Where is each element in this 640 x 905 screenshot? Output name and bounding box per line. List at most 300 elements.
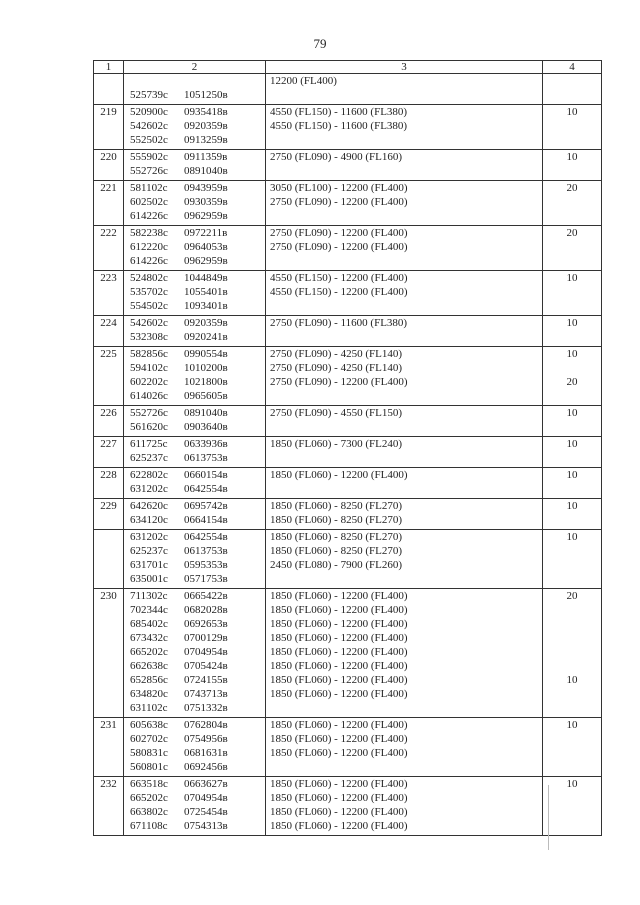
- altitude-range: 1850 (FL060) - 12200 (FL400): [270, 674, 408, 686]
- altitude-range: 1850 (FL060) - 12200 (FL400): [270, 660, 408, 672]
- latitude: 711302с: [130, 590, 168, 602]
- altitude-range: 12200 (FL400): [270, 75, 337, 87]
- longitude: 0935418в: [184, 106, 228, 118]
- coordinate-pair: [130, 645, 265, 659]
- latitude: 634820с: [130, 688, 168, 700]
- value-cell: [543, 347, 602, 406]
- longitude: 0700129в: [184, 632, 228, 644]
- page-number: 79: [313, 36, 327, 51]
- longitude: 0692653в: [184, 618, 228, 630]
- value: [543, 558, 601, 572]
- latitude: 524802с: [130, 272, 168, 284]
- value: [543, 760, 601, 774]
- altitude-range-cell: [266, 530, 543, 589]
- altitude-range: 2450 (FL080) - 7900 (FL260): [270, 559, 402, 571]
- altitude-range: 2750 (FL090) - 4550 (FL150): [270, 407, 402, 419]
- altitude-range: 4550 (FL150) - 11600 (FL380): [270, 120, 408, 132]
- latitude: 542602с: [130, 317, 168, 329]
- value: [543, 164, 601, 178]
- longitude: 1055401в: [184, 286, 228, 298]
- value: [543, 805, 601, 819]
- row-number-text: 220: [100, 151, 117, 163]
- coordinate-pair: [130, 299, 265, 313]
- column-header: 4: [543, 61, 602, 74]
- latitude: 535702с: [130, 286, 168, 298]
- longitude: 0681631в: [184, 747, 228, 759]
- coordinate-pair: [130, 544, 265, 558]
- coordinate-pair: [130, 105, 265, 119]
- latitude: 581102с: [130, 182, 168, 194]
- longitude: 0920359в: [184, 317, 228, 329]
- value-cell: [543, 437, 602, 468]
- value-cell: [543, 589, 602, 718]
- longitude: 0913259в: [184, 134, 228, 146]
- coordinate-pair: [130, 254, 265, 268]
- value: [543, 659, 601, 673]
- coordinate-pair: [130, 589, 265, 603]
- table-row: [94, 406, 602, 437]
- row-number-text: 225: [100, 348, 117, 360]
- coordinate-pair: [130, 805, 265, 819]
- coordinate-pair: [130, 746, 265, 760]
- longitude: 0633936в: [184, 438, 228, 450]
- longitude: 0962959в: [184, 210, 228, 222]
- longitude: 0571753в: [184, 573, 228, 585]
- value-cell: [543, 718, 602, 777]
- coordinates-cell: [124, 777, 266, 836]
- altitude-range: 4550 (FL150) - 12200 (FL400): [270, 272, 408, 284]
- longitude: 0725454в: [184, 806, 228, 818]
- latitude: 662638с: [130, 660, 168, 672]
- latitude: 631202с: [130, 483, 168, 495]
- value-cell: [543, 105, 602, 150]
- value-cell: [543, 468, 602, 499]
- value: 10: [566, 778, 578, 790]
- value: [543, 209, 601, 223]
- altitude-range-cell: [266, 105, 543, 150]
- latitude: 614026с: [130, 390, 168, 402]
- value: [543, 617, 601, 631]
- value: [543, 285, 601, 299]
- longitude: 0663627в: [184, 778, 228, 790]
- longitude: 0613753в: [184, 452, 228, 464]
- column-header: 3: [266, 61, 543, 74]
- value: [543, 791, 601, 805]
- row-number: [94, 530, 124, 589]
- altitude-range-cell: [266, 499, 543, 530]
- coordinate-pair: [130, 687, 265, 701]
- latitude: 614226с: [130, 210, 168, 222]
- altitude-range-cell: [266, 718, 543, 777]
- coordinates-cell: [124, 181, 266, 226]
- latitude: 552726с: [130, 165, 168, 177]
- coordinate-pair: [130, 330, 265, 344]
- table-row: [94, 105, 602, 150]
- latitude: 634120с: [130, 514, 168, 526]
- longitude: 0751332в: [184, 702, 228, 714]
- longitude: 0891040в: [184, 407, 228, 419]
- latitude: 663518с: [130, 778, 168, 790]
- value: 10: [566, 469, 578, 481]
- row-number: [94, 271, 124, 316]
- altitude-range: [270, 760, 542, 774]
- coordinate-pair: [130, 226, 265, 240]
- longitude: 0665422в: [184, 590, 228, 602]
- altitude-range: [270, 88, 542, 102]
- longitude: 0754956в: [184, 733, 228, 745]
- value: [543, 544, 601, 558]
- table-row: [94, 347, 602, 406]
- longitude: 0724155в: [184, 674, 228, 686]
- table-row: [94, 226, 602, 271]
- altitude-range: 3050 (FL100) - 12200 (FL400): [270, 182, 408, 194]
- row-number-text: 231: [100, 719, 117, 731]
- coordinate-pair: [130, 718, 265, 732]
- coordinates-cell: [124, 226, 266, 271]
- coordinate-pair: [130, 617, 265, 631]
- altitude-range: 2750 (FL090) - 4250 (FL140): [270, 348, 402, 360]
- altitude-range-cell: [266, 181, 543, 226]
- latitude: 685402с: [130, 618, 168, 630]
- coordinate-pair: [130, 482, 265, 496]
- altitude-range-cell: [266, 347, 543, 406]
- coordinates-cell: [124, 589, 266, 718]
- value: 20: [566, 227, 578, 239]
- altitude-range: [270, 701, 542, 715]
- latitude: 625237с: [130, 545, 168, 557]
- row-number-text: 223: [100, 272, 117, 284]
- table-row: [94, 530, 602, 589]
- value-cell: [543, 74, 602, 105]
- value: [543, 513, 601, 527]
- altitude-range: 1850 (FL060) - 8250 (FL270): [270, 531, 402, 543]
- value: [543, 240, 601, 254]
- value: 10: [566, 272, 578, 284]
- latitude: 520900с: [130, 106, 168, 118]
- row-number: [94, 150, 124, 181]
- latitude: 702344с: [130, 604, 168, 616]
- latitude: 663802с: [130, 806, 168, 818]
- coordinate-pair: [130, 420, 265, 434]
- altitude-range: [270, 451, 542, 465]
- longitude: 0972211в: [184, 227, 228, 239]
- row-number: [94, 499, 124, 530]
- latitude: 665202с: [130, 646, 168, 658]
- coordinate-pair: [130, 88, 265, 102]
- latitude: 614226с: [130, 255, 168, 267]
- coordinate-pair: [130, 468, 265, 482]
- altitude-range: [270, 254, 542, 268]
- longitude: 1093401в: [184, 300, 228, 312]
- altitude-range: 4550 (FL150) - 11600 (FL380): [270, 106, 408, 118]
- longitude: 0943959в: [184, 182, 228, 194]
- longitude: 0911359в: [184, 151, 228, 163]
- value: 10: [566, 106, 578, 118]
- value: [543, 420, 601, 434]
- table-row: [94, 777, 602, 836]
- coordinate-pair: [130, 732, 265, 746]
- coordinates-cell: [124, 271, 266, 316]
- value: [543, 819, 601, 833]
- coordinates-cell: [124, 347, 266, 406]
- altitude-range-cell: [266, 589, 543, 718]
- coordinate-pair: [130, 572, 265, 586]
- latitude: 631202с: [130, 531, 168, 543]
- row-number: [94, 316, 124, 347]
- altitude-range: 1850 (FL060) - 12200 (FL400): [270, 747, 408, 759]
- coordinate-pair: [130, 389, 265, 403]
- coordinate-pair: [130, 530, 265, 544]
- row-number: [94, 226, 124, 271]
- latitude: 602502с: [130, 196, 168, 208]
- value: [543, 133, 601, 147]
- latitude: 612220с: [130, 241, 168, 253]
- coordinate-pair: [130, 819, 265, 833]
- latitude: 652856с: [130, 674, 168, 686]
- row-number-text: [94, 74, 123, 88]
- longitude: 0660154в: [184, 469, 228, 481]
- altitude-range: [270, 420, 542, 434]
- longitude: 0595353в: [184, 559, 228, 571]
- row-number-text: 232: [100, 778, 117, 790]
- value: 10: [566, 407, 578, 419]
- altitude-range: 1850 (FL060) - 8250 (FL270): [270, 500, 402, 512]
- value: [543, 482, 601, 496]
- row-number-text: 227: [100, 438, 117, 450]
- altitude-range: [270, 299, 542, 313]
- row-number-text: 219: [100, 106, 117, 118]
- coordinate-pair: [130, 499, 265, 513]
- longitude: 0642554в: [184, 483, 228, 495]
- latitude: 605638с: [130, 719, 168, 731]
- altitude-range: 1850 (FL060) - 12200 (FL400): [270, 590, 408, 602]
- longitude: 1044849в: [184, 272, 228, 284]
- row-number-text: 226: [100, 407, 117, 419]
- altitude-range: 1850 (FL060) - 12200 (FL400): [270, 719, 408, 731]
- altitude-range-cell: [266, 406, 543, 437]
- table-row: [94, 499, 602, 530]
- coordinate-pair: [130, 406, 265, 420]
- altitude-range: 2750 (FL090) - 12200 (FL400): [270, 227, 408, 239]
- altitude-range-cell: [266, 316, 543, 347]
- scan-mark: [548, 785, 549, 850]
- altitude-range: 2750 (FL090) - 12200 (FL400): [270, 241, 408, 253]
- row-number: [94, 406, 124, 437]
- longitude: 1051250в: [184, 89, 228, 101]
- value: [543, 572, 601, 586]
- longitude: 0903640в: [184, 421, 228, 433]
- value: [543, 746, 601, 760]
- latitude: 525739с: [130, 89, 168, 101]
- value: [543, 195, 601, 209]
- table-row: [94, 150, 602, 181]
- longitude: 0664154в: [184, 514, 228, 526]
- latitude: 532308с: [130, 331, 168, 343]
- altitude-range-cell: [266, 271, 543, 316]
- value-cell: [543, 150, 602, 181]
- value-cell: [543, 316, 602, 347]
- header-row: [94, 61, 602, 74]
- coordinate-pair: [130, 760, 265, 774]
- value: [543, 254, 601, 268]
- latitude: 673432с: [130, 632, 168, 644]
- row-number-text: 222: [100, 227, 117, 239]
- altitude-range-cell: [266, 777, 543, 836]
- latitude: 552502с: [130, 134, 168, 146]
- coordinate-pair: [130, 119, 265, 133]
- coordinates-cell: [124, 406, 266, 437]
- altitude-range: [270, 389, 542, 403]
- coordinate-pair: [130, 285, 265, 299]
- coordinate-pair: [130, 195, 265, 209]
- coordinate-pair: [130, 181, 265, 195]
- longitude: 0743713в: [184, 688, 228, 700]
- longitude: 0754313в: [184, 820, 228, 832]
- longitude: 0965605в: [184, 390, 228, 402]
- altitude-range: 1850 (FL060) - 12200 (FL400): [270, 469, 408, 481]
- row-number: [94, 468, 124, 499]
- longitude: 0682028в: [184, 604, 228, 616]
- latitude: 580831с: [130, 747, 168, 759]
- table-row: [94, 437, 602, 468]
- altitude-range: 1850 (FL060) - 12200 (FL400): [270, 792, 408, 804]
- table-row: [94, 181, 602, 226]
- altitude-range-cell: [266, 150, 543, 181]
- latitude: 625237с: [130, 452, 168, 464]
- value: [543, 88, 601, 102]
- value-cell: [543, 181, 602, 226]
- longitude: 0705424в: [184, 660, 228, 672]
- value-cell: [543, 499, 602, 530]
- altitude-range: [270, 133, 542, 147]
- altitude-range: [270, 164, 542, 178]
- altitude-range: [270, 572, 542, 586]
- altitude-range-cell: [266, 226, 543, 271]
- table-row: [94, 316, 602, 347]
- latitude: 622802с: [130, 469, 168, 481]
- latitude: 552726с: [130, 407, 168, 419]
- latitude: 611725с: [130, 438, 168, 450]
- row-number-text: 228: [100, 469, 117, 481]
- altitude-range: 1850 (FL060) - 12200 (FL400): [270, 733, 408, 745]
- longitude: 0920241в: [184, 331, 228, 343]
- row-number-text: 230: [100, 590, 117, 602]
- row-number: [94, 589, 124, 718]
- value: 10: [566, 500, 578, 512]
- altitude-range: 1850 (FL060) - 12200 (FL400): [270, 688, 408, 700]
- longitude: 1010200в: [184, 362, 228, 374]
- value-cell: [543, 777, 602, 836]
- value-cell: [543, 530, 602, 589]
- altitude-range-cell: [266, 437, 543, 468]
- altitude-range: 2750 (FL090) - 4900 (FL160): [270, 151, 402, 163]
- row-number-text: [94, 530, 123, 544]
- coordinate-pair: [130, 513, 265, 527]
- value: 10: [566, 674, 578, 686]
- latitude: 560801с: [130, 761, 168, 773]
- value-cell: [543, 271, 602, 316]
- altitude-range: 1850 (FL060) - 12200 (FL400): [270, 618, 408, 630]
- latitude: 554502с: [130, 300, 168, 312]
- column-header: 2: [124, 61, 266, 74]
- column-header: 1: [94, 61, 124, 74]
- latitude: 594102с: [130, 362, 168, 374]
- coordinates-cell: [124, 150, 266, 181]
- altitude-range: 2750 (FL090) - 11600 (FL380): [270, 317, 408, 329]
- value: [543, 687, 601, 701]
- value: [543, 631, 601, 645]
- latitude: 602702с: [130, 733, 168, 745]
- longitude: 0642554в: [184, 531, 228, 543]
- coordinate-pair: [130, 375, 265, 389]
- table-row: [94, 271, 602, 316]
- coordinate-pair: [130, 361, 265, 375]
- value: 20: [566, 376, 578, 388]
- value: [543, 299, 601, 313]
- longitude: 0613753в: [184, 545, 228, 557]
- row-number-text: 229: [100, 500, 117, 512]
- latitude: 642620с: [130, 500, 168, 512]
- latitude: 582238с: [130, 227, 168, 239]
- altitude-range: 2750 (FL090) - 4250 (FL140): [270, 362, 402, 374]
- longitude: 1021800в: [184, 376, 228, 388]
- coordinate-pair: [130, 603, 265, 617]
- coordinates-cell: [124, 74, 266, 105]
- coordinate-pair: [130, 631, 265, 645]
- value: [543, 361, 601, 375]
- altitude-range: [270, 330, 542, 344]
- altitude-range: 1850 (FL060) - 12200 (FL400): [270, 778, 408, 790]
- row-number: [94, 777, 124, 836]
- longitude: 0990554в: [184, 348, 228, 360]
- airspace-table: [93, 60, 602, 836]
- table-row: [94, 589, 602, 718]
- table-row: [94, 468, 602, 499]
- table-row: [94, 74, 602, 105]
- coordinate-pair: [130, 791, 265, 805]
- value-cell: [543, 406, 602, 437]
- altitude-range: 1850 (FL060) - 7300 (FL240): [270, 438, 402, 450]
- coordinate-pair: [130, 558, 265, 572]
- altitude-range: 2750 (FL090) - 12200 (FL400): [270, 196, 408, 208]
- latitude: 561620с: [130, 421, 168, 433]
- row-number: [94, 181, 124, 226]
- row-number-text: 224: [100, 317, 117, 329]
- latitude: 631102с: [130, 702, 168, 714]
- value: 10: [566, 151, 578, 163]
- row-number: [94, 105, 124, 150]
- value: [543, 119, 601, 133]
- latitude: 582856с: [130, 348, 168, 360]
- longitude: 0704954в: [184, 792, 228, 804]
- latitude: 602202с: [130, 376, 168, 388]
- coordinate-pair: [130, 240, 265, 254]
- value: [543, 645, 601, 659]
- value: 10: [566, 348, 578, 360]
- coordinates-cell: [124, 530, 266, 589]
- longitude: 0891040в: [184, 165, 228, 177]
- coordinates-cell: [124, 499, 266, 530]
- coordinate-pair: [130, 164, 265, 178]
- coordinate-pair: [130, 209, 265, 223]
- value: 10: [566, 317, 578, 329]
- altitude-range: [270, 209, 542, 223]
- coordinate-pair: [130, 451, 265, 465]
- value: [543, 74, 601, 88]
- table-row: [94, 718, 602, 777]
- row-number: [94, 347, 124, 406]
- altitude-range: 1850 (FL060) - 12200 (FL400): [270, 604, 408, 616]
